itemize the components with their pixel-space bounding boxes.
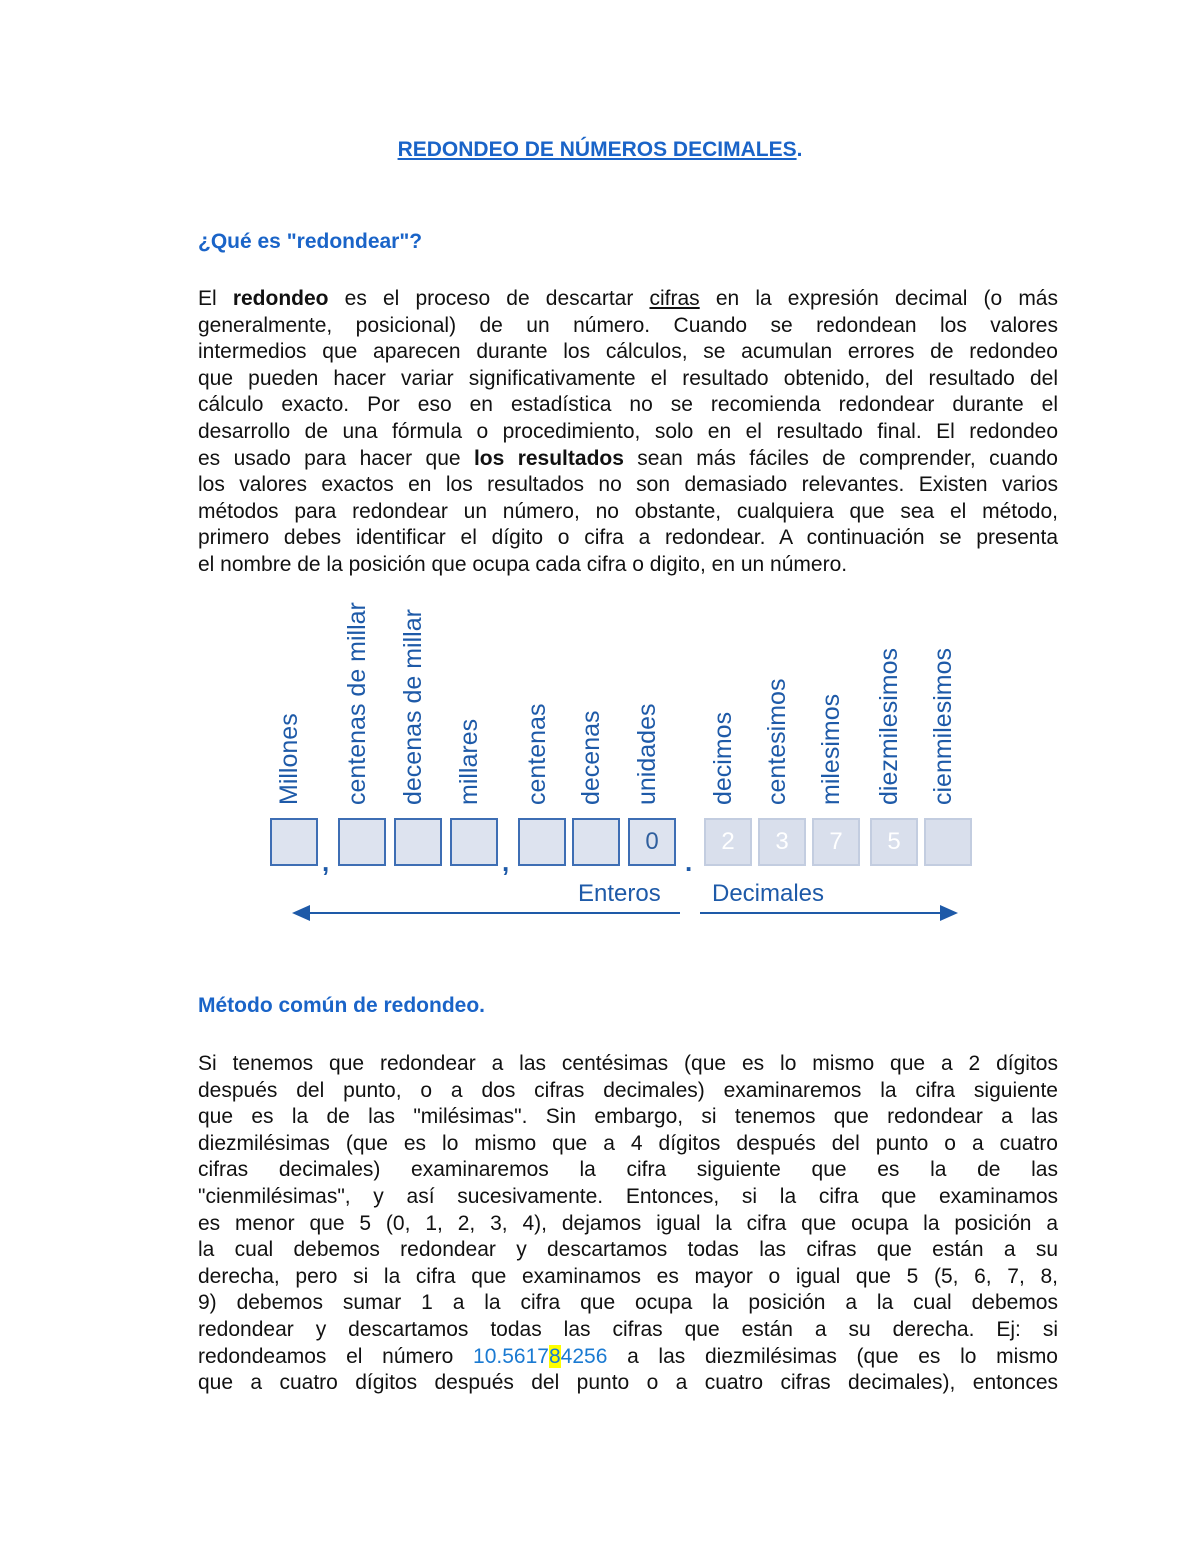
- text-run: el nombre de la posición que ocupa cada cifra o digito, en un número.: [198, 552, 848, 576]
- text-run: después del punto, o a dos cifras decimales) examinaremos la cifra siguiente: [198, 1078, 1058, 1102]
- text-run: en la expresión decimal (o más: [699, 287, 1058, 310]
- digit-box: 7: [812, 818, 860, 866]
- digit-box: [394, 818, 442, 866]
- digit-box: [270, 818, 318, 866]
- section-heading-que-es-redondear: ¿Qué es "redondear"?: [198, 230, 423, 253]
- title-text: REDONDEO DE NÚMEROS DECIMALES: [397, 138, 797, 161]
- paragraph-line: [198, 1157, 1058, 1184]
- paragraph-line: [198, 1290, 1058, 1317]
- example-number: 8: [548, 1344, 561, 1368]
- text-run: desarrollo de una fórmula o procedimiento, solo en el resultado final. El redondeo: [198, 419, 1058, 443]
- text-run: 9) debemos sumar 1 a la cifra que ocupa la posición a la cual debemos: [198, 1291, 1058, 1315]
- enteros-arrowhead: [292, 905, 310, 921]
- example-number: 10.5617: [473, 1344, 549, 1368]
- paragraph-line: [198, 1264, 1058, 1291]
- place-label: Millones: [275, 713, 303, 805]
- text-run: sean más fáciles de comprender, cuando: [623, 446, 1058, 470]
- section-heading-metodo-comun: Método común de redondeo.: [198, 994, 485, 1017]
- paragraph-line: [198, 446, 1058, 473]
- paragraph-line: [198, 1184, 1058, 1211]
- text-run: redondear y descartamos todas las cifras que están a su derecha. Ej: si: [198, 1317, 1058, 1341]
- digit-box: 5: [870, 818, 918, 866]
- text-run: a las diezmilésimas (que es lo mismo: [607, 1344, 1058, 1368]
- place-label: decenas: [577, 710, 605, 805]
- text-run: que es la de las "milésimas". Sin embargo, si tenemos que redondear a las: [198, 1105, 1058, 1129]
- place-label-wrap: [874, 585, 914, 805]
- text-run: los valores exactos en los resultados no son demasiado relevantes. Existen varios: [198, 473, 1058, 497]
- place-label: decimos: [709, 711, 737, 805]
- place-label-wrap: [762, 585, 802, 805]
- paragraph-definition: [198, 286, 1058, 579]
- place-label-wrap: [928, 585, 968, 805]
- text-run: generalmente, posicional) de un número. Cuando se redondean los valores: [198, 313, 1058, 337]
- digit-box: [518, 818, 566, 866]
- text-run: derecha, pero si la cifra que examinamos es mayor o igual que 5 (5, 6, 7, 8,: [198, 1264, 1058, 1288]
- digit-box: [450, 818, 498, 866]
- paragraph-line: [198, 313, 1058, 340]
- place-label: diezmilesimos: [875, 648, 903, 805]
- text-run: El: [198, 287, 233, 310]
- decimal-point: .: [685, 847, 693, 877]
- paragraph-line: [198, 499, 1058, 526]
- text-run: cálculo exacto. Por eso en estadística no se recomienda redondear durante el: [198, 393, 1058, 417]
- digit-box: [572, 818, 620, 866]
- digit-box: [924, 818, 972, 866]
- paragraph-line: [198, 366, 1058, 393]
- paragraph-line: [198, 392, 1058, 419]
- place-label: cienmilesimos: [929, 648, 957, 805]
- digit-box: 3: [758, 818, 806, 866]
- thousands-separator: ,: [322, 847, 330, 877]
- text-run: que a cuatro dígitos después del punto o a cuatro cifras decimales), entonces: [198, 1371, 1058, 1395]
- text-run: es usado para hacer que: [198, 446, 474, 470]
- text-run: es menor que 5 (0, 1, 2, 3, 4), dejamos igual la cifra que ocupa la posición a: [198, 1211, 1058, 1235]
- text-run: Si tenemos que redondear a las centésimas (que es lo mismo que a 2 dígitos: [198, 1052, 1058, 1075]
- text-run: intermedios que aparecen durante los cálculos, se acumulan errores de redondeo: [198, 340, 1058, 364]
- decimales-label: Decimales: [712, 880, 825, 907]
- place-label: milesimos: [817, 693, 845, 805]
- paragraph-line: [198, 1104, 1058, 1131]
- place-value-diagram: [260, 585, 990, 935]
- place-label: unidades: [633, 703, 661, 805]
- example-number: 4256: [560, 1344, 608, 1368]
- document-title: [0, 138, 1200, 162]
- place-label-wrap: [342, 585, 382, 805]
- text-run: métodos para redondear un número, no obstante, cualquiera que sea el método,: [198, 499, 1058, 523]
- title-period: .: [796, 138, 803, 161]
- text-run: "cienmilésimas", y así sucesivamente. Entonces, si la cifra que examinamos: [198, 1184, 1058, 1208]
- text-run: es el proceso de descartar: [328, 287, 650, 310]
- place-label: centenas de millar: [343, 602, 371, 805]
- underlined-term: cifras: [649, 287, 700, 310]
- paragraph-line: [198, 1344, 1058, 1371]
- bold-term: los resultados: [473, 446, 624, 470]
- paragraph-line: [198, 1078, 1058, 1105]
- text-run: primero debes identificar el dígito o cifra a redondear. A continuación se presenta: [198, 526, 1058, 550]
- text-run: redondeamos el número: [198, 1344, 474, 1368]
- place-label-wrap: [708, 585, 748, 805]
- place-label: decenas de millar: [399, 609, 427, 805]
- place-label-wrap: [576, 585, 616, 805]
- paragraph-line: [198, 339, 1058, 366]
- digit-box: [338, 818, 386, 866]
- paragraph-line: [198, 1211, 1058, 1238]
- digit-box: 0: [628, 818, 676, 866]
- place-label-wrap: [522, 585, 562, 805]
- paragraph-line: [198, 1051, 1058, 1078]
- paragraph-line: [198, 1237, 1058, 1264]
- place-label: millares: [455, 718, 483, 805]
- place-label: centenas: [523, 703, 551, 805]
- place-label-wrap: [454, 585, 494, 805]
- paragraph-line: [198, 552, 1058, 579]
- paragraph-method: [198, 1051, 1058, 1397]
- place-label-wrap: [398, 585, 438, 805]
- place-label-wrap: [274, 585, 314, 805]
- bold-term: redondeo: [232, 287, 329, 310]
- paragraph-line: [198, 472, 1058, 499]
- text-run: cifras decimales) examinaremos la cifra siguiente que es la de las: [198, 1158, 1058, 1182]
- thousands-separator: ,: [502, 847, 510, 877]
- paragraph-line: [198, 1317, 1058, 1344]
- enteros-label: Enteros: [578, 880, 661, 907]
- place-label: centesimos: [763, 678, 791, 805]
- place-label-wrap: [816, 585, 856, 805]
- decimales-arrowhead: [940, 905, 958, 921]
- text-run: diezmilésimas (que es lo mismo que a 4 dígitos después del punto o a cuatro: [198, 1131, 1058, 1155]
- place-label-wrap: [632, 585, 672, 805]
- paragraph-line: [198, 419, 1058, 446]
- paragraph-line: [198, 1370, 1058, 1397]
- paragraph-line: [198, 286, 1058, 313]
- paragraph-line: [198, 1131, 1058, 1158]
- text-run: la cual debemos redondear y descartamos todas las cifras que están a su: [198, 1238, 1058, 1262]
- paragraph-line: [198, 525, 1058, 552]
- text-run: que pueden hacer variar significativamente el resultado obtenido, del resultado del: [198, 366, 1058, 390]
- digit-box: 2: [704, 818, 752, 866]
